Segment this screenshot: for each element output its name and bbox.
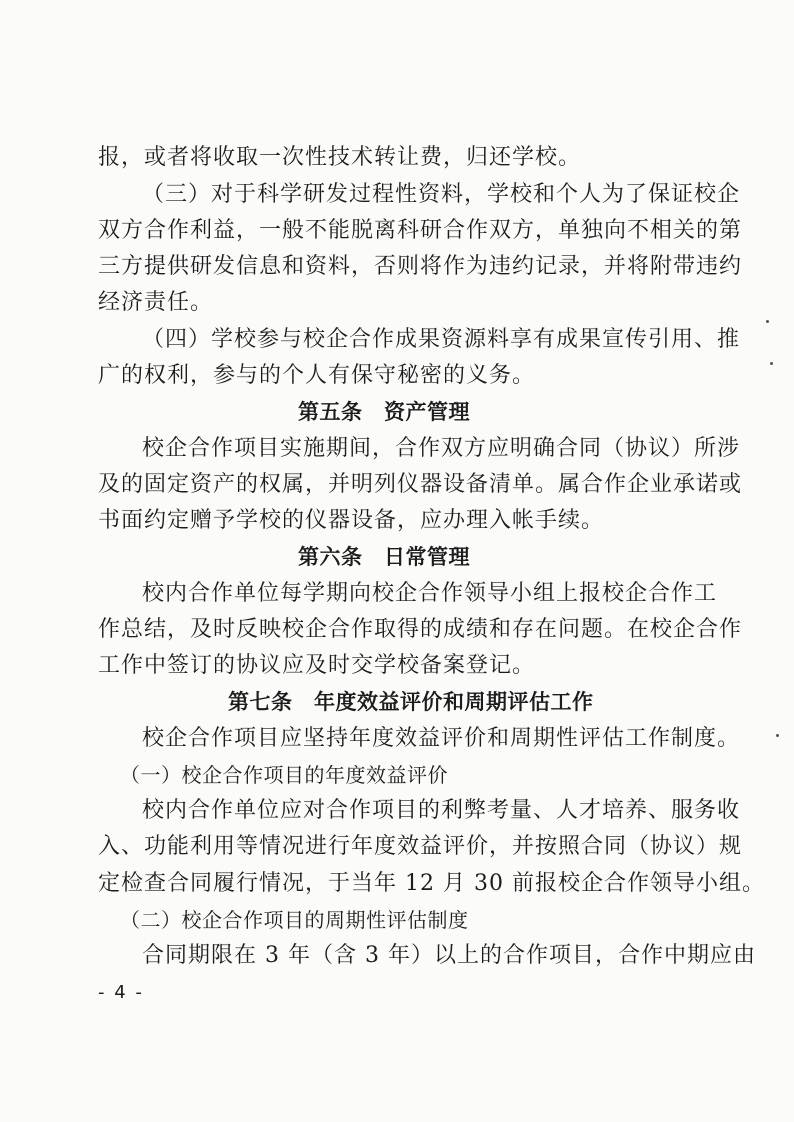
paragraph-line: 定检查合同履行情况，于当年 12 月 30 前报校企合作领导小组。 xyxy=(98,871,765,896)
paragraph-line: 广的权利，参与的个人有保守秘密的义务。 xyxy=(98,363,536,388)
page-number: - 4 - xyxy=(98,982,144,1003)
paragraph-line: 校内合作单位应对合作项目的利弊考量、人才培养、服务收 xyxy=(142,798,741,823)
paragraph-line: 校企合作项目应坚持年度效益评价和周期性评估工作制度。 xyxy=(142,726,741,751)
paragraph-line: 作总结，及时反映校企合作取得的成绩和存在问题。在校企合作 xyxy=(98,617,743,642)
paragraph-line: （四）学校参与校企合作成果资源料享有成果宣传引用、推 xyxy=(142,327,741,352)
paragraph-line: 校企合作项目实施期间，合作双方应明确合同（协议）所涉 xyxy=(142,436,741,461)
paragraph-line: 校内合作单位每学期向校企合作领导小组上报校企合作工 xyxy=(142,581,718,606)
paragraph-line: 报，或者将收取一次性技术转让费，归还学校。 xyxy=(98,145,582,170)
paragraph-line: 及的固定资产的权属，并明列仪器设备清单。属合作企业承诺或 xyxy=(98,472,743,497)
paragraph-line: 工作中签订的协议应及时交学校备案登记。 xyxy=(98,653,536,678)
scan-speck xyxy=(766,320,769,323)
paragraph-line: 双方合作利益，一般不能脱离科研合作双方，单独向不相关的第 xyxy=(98,218,743,243)
paragraph-line: 书面约定赠予学校的仪器设备，应办理入帐手续。 xyxy=(98,508,605,533)
article-7-heading: 第七条 年度效益评价和周期评估工作 xyxy=(228,690,594,714)
paragraph-line: （三）对于科学研发过程性资料，学校和个人为了保证校企 xyxy=(142,182,741,207)
paragraph-line: 经济责任。 xyxy=(98,290,214,315)
article-6-heading: 第六条 日常管理 xyxy=(298,545,470,569)
subsection-heading: （二）校企合作项目的周期性评估制度 xyxy=(120,908,469,932)
article-5-heading: 第五条 资产管理 xyxy=(298,400,470,424)
scan-speck xyxy=(770,362,773,365)
paragraph-line: 入、功能利用等情况进行年度效益评价，并按照合同（协议）规 xyxy=(98,834,743,859)
paragraph-line: 三方提供研发信息和资料，否则将作为违约记录，并将附带违约 xyxy=(98,254,743,279)
subsection-heading: （一）校企合作项目的年度效益评价 xyxy=(120,763,448,787)
scan-speck xyxy=(776,734,779,737)
paragraph-line: 合同期限在 3 年（含 3 年）以上的合作项目，合作中期应由 xyxy=(142,943,756,968)
